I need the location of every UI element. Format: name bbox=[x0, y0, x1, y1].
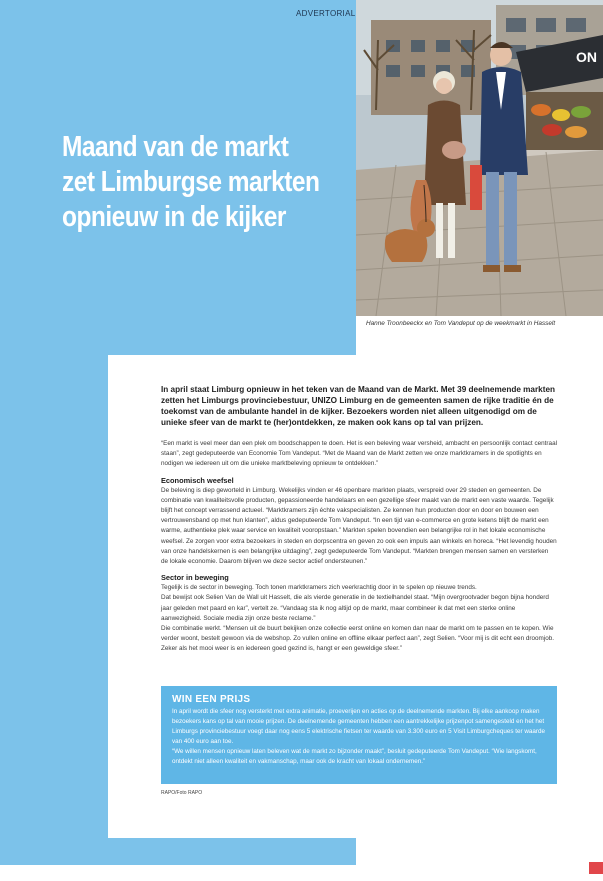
prize-box-text-1: In april wordt die sfeer nog versterkt met extra animatie, proeverijen en acties op de deelnemende markten. Bij elke aankoop maken bezoekers kans op tal van mooie prijzen. De deelnemende gemeenten hebben een aantrekkelijke prijzenpot samengesteld en het het Limburgs provinciebestuur voegt daar nog eens 5 elektrische fietsen ter waarde van 3.300 euro en 5 Visit Limburgcheques ter waarde van 400 euro aan toe. bbox=[172, 708, 546, 745]
opening-quote: “Een markt is veel meer dan een plek om boodschappen te doen. Het is een beleving waar versheid, ambacht en persoonlijk contact centraal staan”, zegt gedeputeerde van Economie Tom Vandeput. “Met de Maand van de Markt zetten we onze marktkramers in de spotlights en nodigen we iedereen uit om die unieke marktbeleving opnieuw te ontdekken.” bbox=[161, 440, 558, 468]
economisch-text: De beleving is diep geworteld in Limburg. Wekelijks vinden er 46 openbare markten plaats, verspreid over 29 steden en gemeenten. De combinatie van kwaliteitsvolle producten, gepassioneerde handelaars en een gezellige sfeer maakt van de markt een vaste waarde. Tegelijk blijft het concept verrassend actueel. “Marktkramers zijn échte vakspecialisten. Ze kennen hun producten door en door en bouwen een vertrouwensband op met hun klanten”, aldus gedeputeerde Tom Vandeput. “In een tijd van e-commerce en grote ketens blijft de markt een warme, authentieke plek waar service en kwaliteit vooropstaan.” Markten spelen bovendien een belangrijke rol in het lokale economische weefsel. Ze zorgen voor extra bezoekers in steden en dorpscentra en geven zo ook een impuls aan winkels en horeca. “Het levendig houden van onze handelskernen is een belangrijke uitdaging”, zegt gedeputeerde Tom Vandeput. “Markten brengen mensen samen en versterken de lokale economie. Daarom blijven we deze sector actief ondersteunen.” bbox=[161, 486, 557, 566]
advertorial-label: ADVERTORIAL bbox=[296, 9, 356, 18]
sector-text-3: Die combinatie werkt. “Mensen uit de buurt bekijken onze collectie eerst online en komen dan naar de markt om te passen en te kopen. Wie verder woont, bestelt gewoon via de webshop. Zo vullen online en offline elkaar perfect aan”, zegt Selien. “Voor mij is dit echt een droomjob. Zeker als het mooi weer is en iedereen goed gezind is, hangt er een geweldige sfeer.” bbox=[161, 625, 555, 653]
left-blue-band bbox=[0, 355, 108, 865]
article-intro: In april staat Limburg opnieuw in het teken van de Maand van de Markt. Met 39 deelnemende markten zetten het Limburgs provinciebestuur, UNIZO Limburg en de gemeenten samen de rijke traditie én de toekomst van de ambulante handel in de kijker. Bezoekers worden niet alleen uitgenodigd om de unieke sfeer van de markt te (her)ontdekken, ze maken ook kans op tal van prijzen. bbox=[161, 385, 556, 427]
prize-box-title: WIN EEN PRIJS bbox=[172, 694, 251, 705]
photo-caption: Hanne Troonbeeckx en Tom Vandeput op de weekmarkt in Hasselt bbox=[366, 320, 556, 327]
photo-credit: RAPO/Foto RAPO bbox=[161, 790, 203, 796]
title-line-1: Maand van de markt bbox=[62, 131, 289, 163]
market-photo bbox=[356, 0, 603, 316]
prize-box-text bbox=[172, 707, 550, 767]
sector-text-2: Dat bewijst ook Selien Van de Wall uit Hasselt, die als vierde generatie in de textielhandel staat. “Mijn overgrootvader begon bijna honderd jaar geleden met paard en kar”, vertelt ze. “Vandaag sta ik nog altijd op de markt, maar combineer ik dat met een sterke online aanwezigheid. Sociale media zijn onze beste reclame.” bbox=[161, 594, 549, 622]
article-title bbox=[62, 130, 320, 235]
bottom-blue-band bbox=[108, 838, 356, 865]
article-body bbox=[161, 384, 557, 655]
economisch-heading: Economisch weefsel bbox=[161, 475, 234, 485]
page-corner-mark bbox=[589, 862, 603, 874]
sector-text-1: Tegelijk is de sector in beweging. Toch tonen marktkramers zich veerkrachtig door in te spelen op nieuwe trends. bbox=[161, 584, 477, 592]
title-line-3: opnieuw in de kijker bbox=[62, 201, 286, 233]
prize-box-text-2: “We willen mensen opnieuw laten beleven wat de markt zo bijzonder maakt”, besluit gedeputeerde Tom Vandeput. “Wie langskomt, ontdekt niet alleen kwaliteit en vakmanschap, maar ook de kracht van lokaal ondernemen.” bbox=[172, 748, 537, 765]
awning-text: ON bbox=[576, 49, 597, 65]
title-line-2: zet Limburgse markten bbox=[62, 166, 320, 198]
prize-box bbox=[161, 686, 557, 784]
sector-heading: Sector in beweging bbox=[161, 573, 229, 583]
